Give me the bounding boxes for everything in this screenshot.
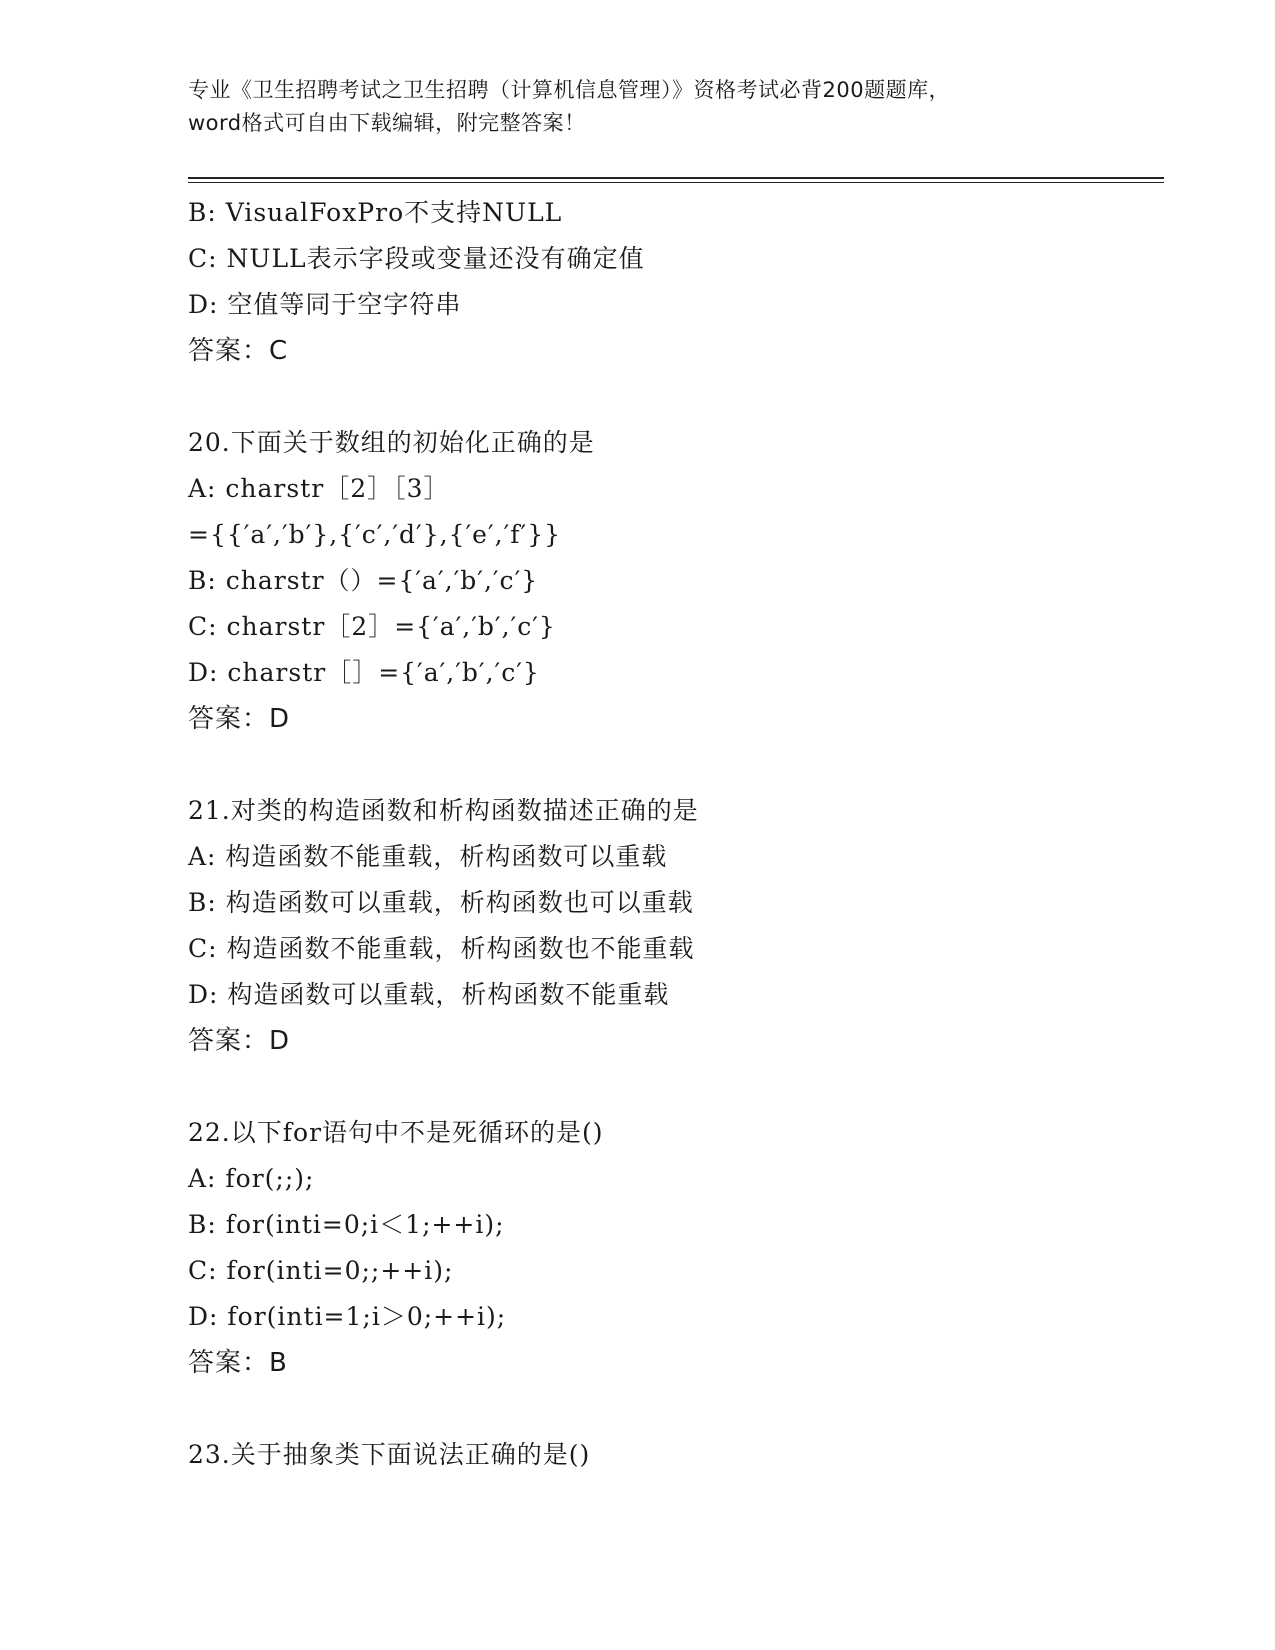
spacer	[188, 742, 1168, 788]
q22-option-b: B: for(inti=0;i＜1;++i);	[188, 1210, 505, 1239]
q19-option-b: B: VisualFoxPro不支持NULL	[188, 198, 563, 227]
document-header	[188, 74, 1088, 140]
header-rule-thin	[188, 182, 1164, 183]
question-list	[188, 190, 1168, 1478]
header-rule-thick	[188, 177, 1164, 179]
q20-stem: 20.下面关于数组的初始化正确的是	[188, 428, 595, 457]
q22-answer: 答案：B	[188, 1348, 288, 1378]
q21-option-b: B: 构造函数可以重载，析构函数也可以重载	[188, 888, 694, 917]
q21-option-a: A: 构造函数不能重载，析构函数可以重载	[188, 842, 668, 871]
q19-option-c: C: NULL表示字段或变量还没有确定值	[188, 244, 645, 273]
q21-stem: 21.对类的构造函数和析构函数描述正确的是	[188, 796, 699, 825]
header-line-1: 专业《卫生招聘考试之卫生招聘（计算机信息管理）》资格考试必背200题题库，	[188, 78, 951, 102]
header-line-2: word格式可自由下载编辑，附完整答案！	[188, 111, 586, 135]
q20-option-c: C: charstr［2］={′a′,′b′,′c′}	[188, 612, 556, 641]
q19-answer: 答案：C	[188, 336, 289, 366]
q21-answer: 答案：D	[188, 1026, 291, 1056]
spacer	[188, 374, 1168, 420]
q20-option-a-continued: ={{′a′,′b′},{′c′,′d′},{′e′,′f′}}	[188, 520, 562, 549]
q20-answer: 答案：D	[188, 704, 291, 734]
q21-option-d: D: 构造函数可以重载，析构函数不能重载	[188, 980, 670, 1009]
spacer	[188, 1064, 1168, 1110]
q22-option-a: A: for(;;);	[188, 1164, 315, 1193]
q23-stem: 23.关于抽象类下面说法正确的是()	[188, 1440, 591, 1469]
q22-stem: 22.以下for语句中不是死循环的是()	[188, 1118, 604, 1147]
q19-option-d: D: 空值等同于空字符串	[188, 290, 462, 319]
q20-option-d: D: charstr［］={′a′,′b′,′c′}	[188, 658, 540, 687]
q20-option-a: A: charstr［2］［3］	[188, 474, 450, 503]
spacer	[188, 1386, 1168, 1432]
q21-option-c: C: 构造函数不能重载，析构函数也不能重载	[188, 934, 695, 963]
q22-option-c: C: for(inti=0;;++i);	[188, 1256, 454, 1285]
q20-option-b: B: charstr（）={′a′,′b′,′c′}	[188, 566, 539, 595]
q22-option-d: D: for(inti=1;i＞0;++i);	[188, 1302, 507, 1331]
